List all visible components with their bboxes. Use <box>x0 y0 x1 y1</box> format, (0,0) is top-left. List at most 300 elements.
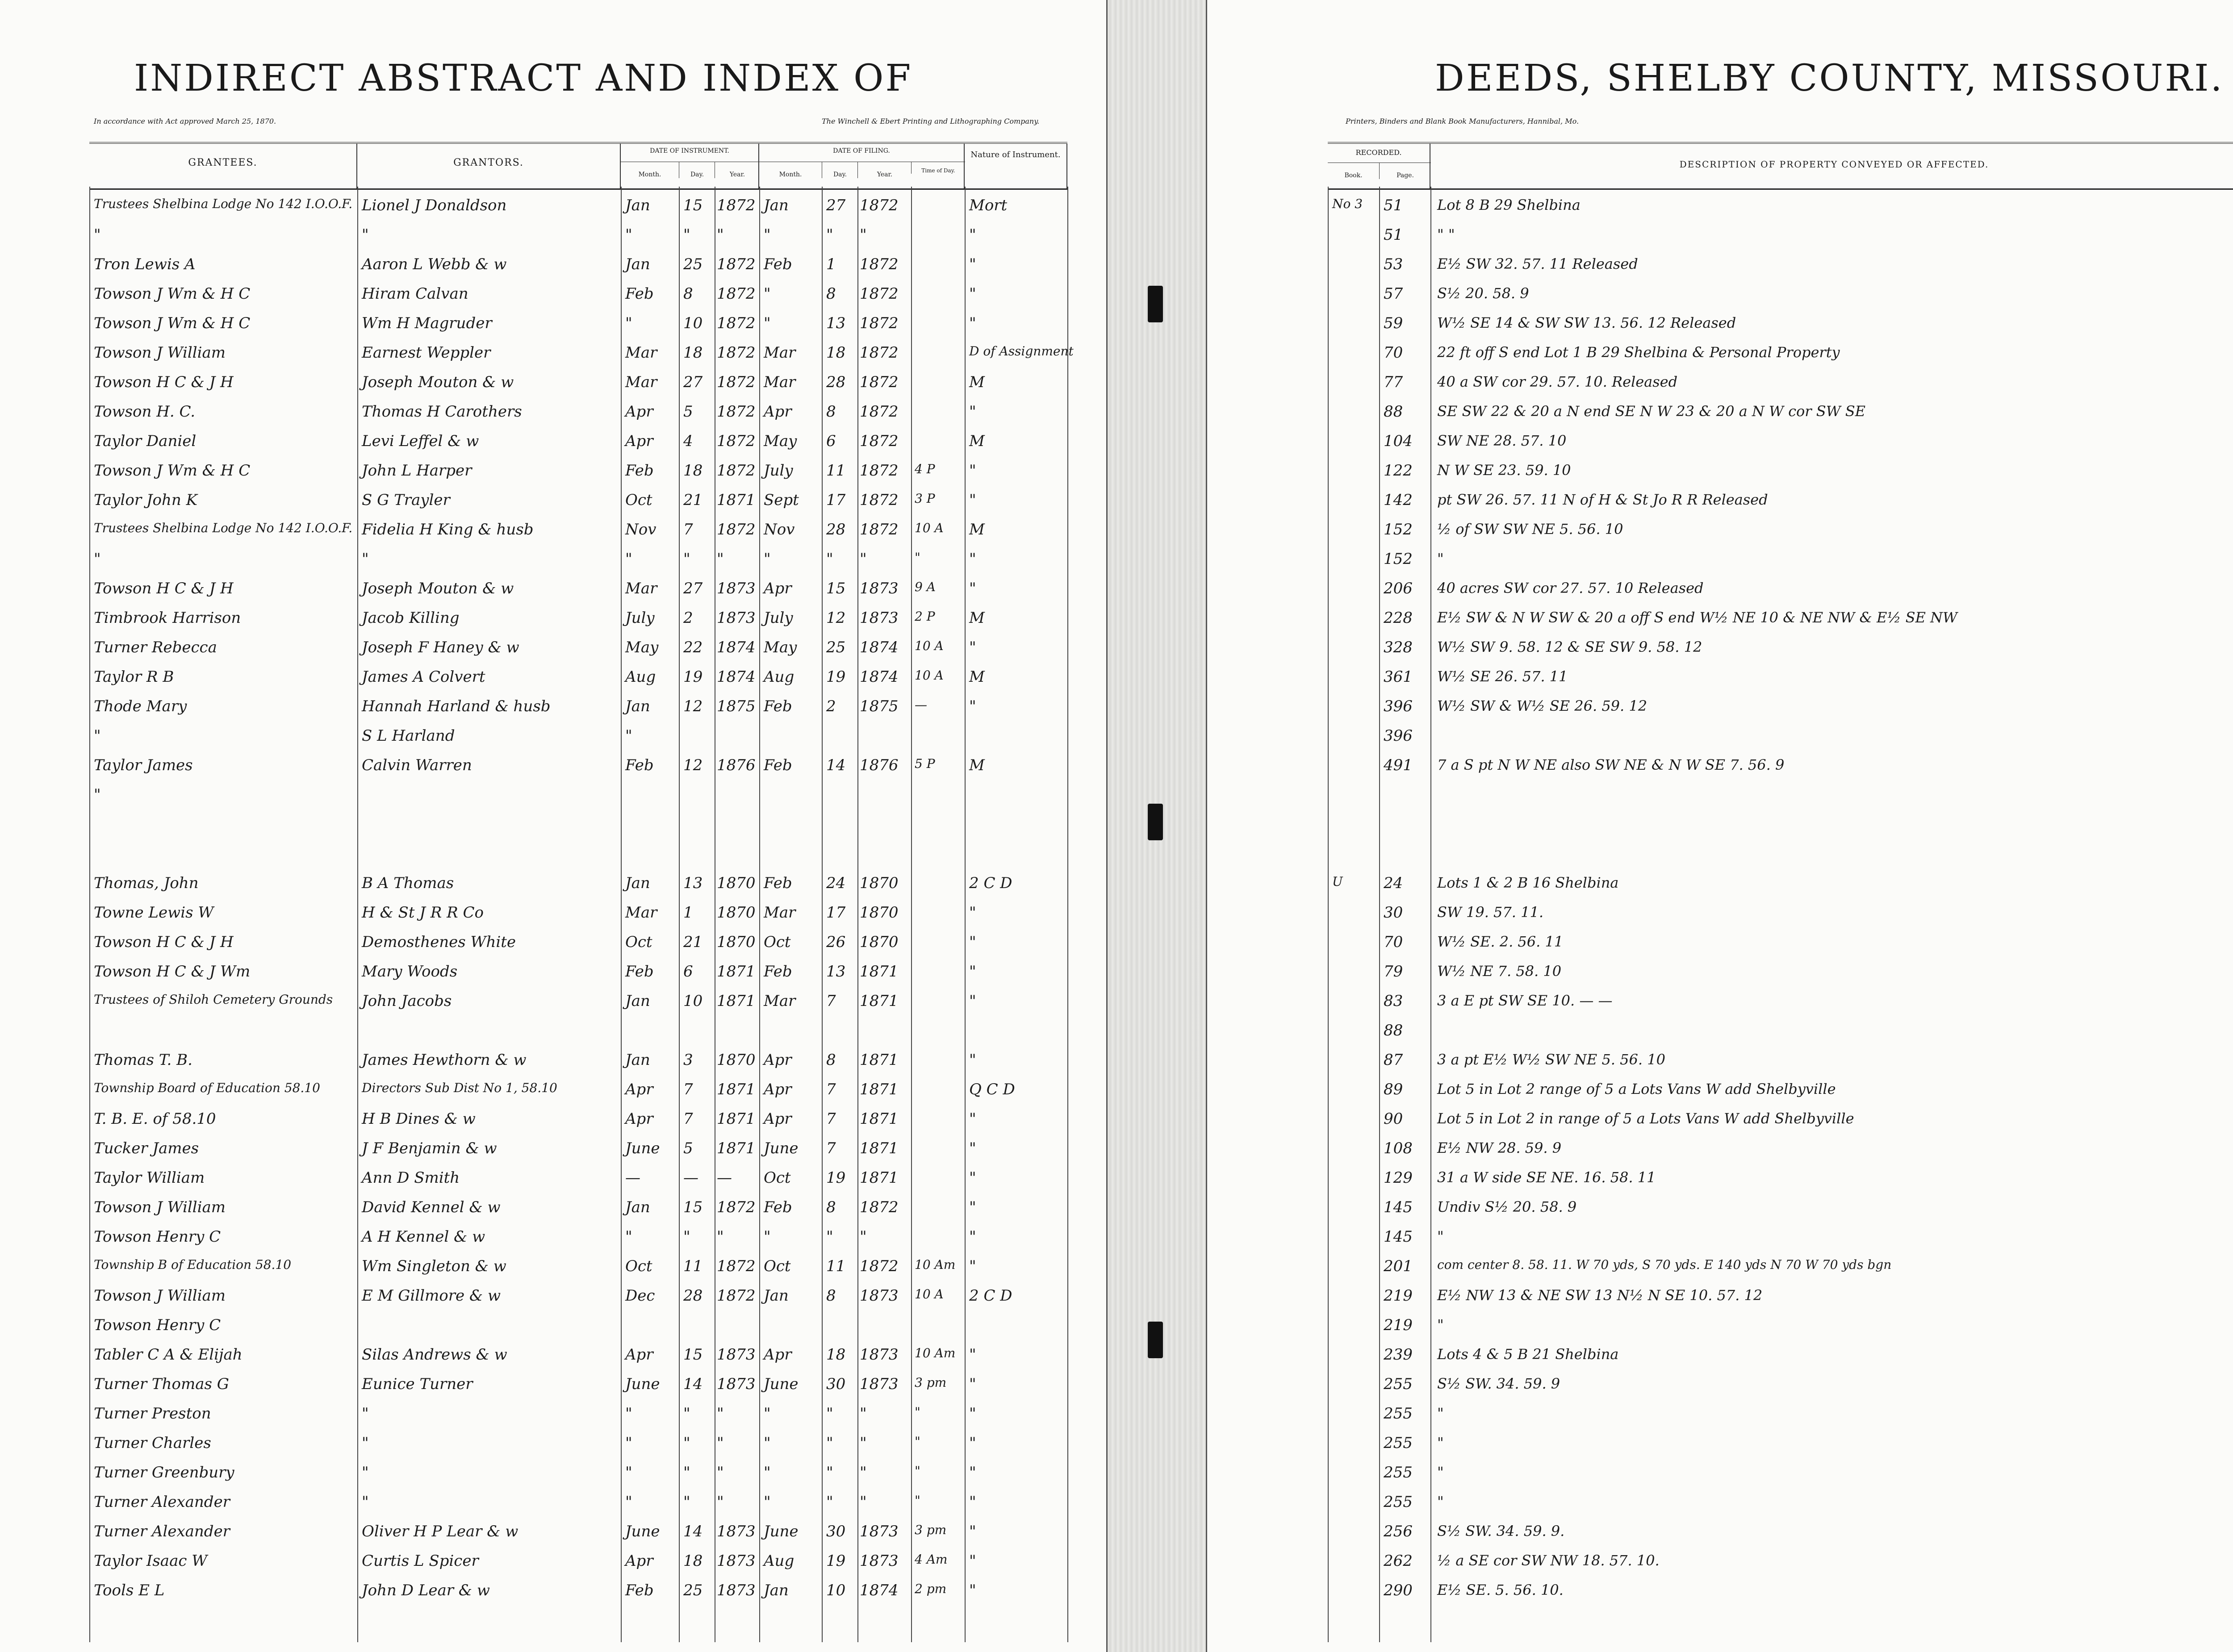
filing-day-cell: 28 <box>826 521 846 538</box>
instrument-month-cell: Apr <box>625 1110 653 1128</box>
page-cell: 70 <box>1384 933 1403 951</box>
right-page-title: DEEDS, SHELBY COUNTY, MISSOURI. <box>1435 57 2224 100</box>
grantee-cell: Towson J Wm & H C <box>94 462 251 480</box>
nature-cell: " <box>969 904 976 922</box>
grantor-cell: A H Kennel & w <box>362 1228 485 1246</box>
filing-year-cell: 1872 <box>860 285 899 303</box>
filing-month-cell: May <box>764 432 797 450</box>
page-cell: 262 <box>1384 1552 1413 1570</box>
nature-cell: " <box>969 285 976 303</box>
page-cell: 152 <box>1384 521 1413 538</box>
grantee-cell: Township Board of Education 58.10 <box>94 1080 320 1095</box>
grantor-cell: James Hewthorn & w <box>362 1051 527 1069</box>
filing-month-cell: Feb <box>764 874 792 892</box>
filing-day-cell: 18 <box>826 344 846 362</box>
description-cell: ½ a SE cor SW NW 18. 57. 10. <box>1437 1552 1660 1569</box>
filing-year-label: Year. <box>857 162 912 178</box>
instrument-year-cell: 1872 <box>717 314 756 332</box>
nature-cell: M <box>969 373 985 391</box>
instrument-day-cell: 21 <box>683 933 703 951</box>
instrument-month-cell: Apr <box>625 432 653 450</box>
description-cell: ½ of SW SW NE 5. 56. 10 <box>1437 521 1623 538</box>
nature-header: Nature of Instrument. <box>965 144 1067 188</box>
nature-cell: " <box>969 1434 976 1452</box>
description-cell: " " <box>1437 226 1455 243</box>
instrument-month-cell: June <box>625 1375 660 1393</box>
instrument-day-cell: 14 <box>683 1523 703 1540</box>
filing-year-cell: 1872 <box>860 344 899 362</box>
filing-month-cell: " <box>764 314 771 332</box>
instrument-day-cell: 25 <box>683 255 703 273</box>
nature-cell: 2 C D <box>969 1287 1012 1305</box>
instrument-year-cell: 1873 <box>717 1523 756 1540</box>
page-cell: 51 <box>1384 226 1403 244</box>
grantee-cell: Trustees Shelbina Lodge No 142 I.O.O.F. <box>94 196 353 211</box>
grantor-cell: " <box>362 1434 369 1452</box>
filing-month-cell: June <box>764 1375 799 1393</box>
instrument-month-cell: Feb <box>625 963 654 980</box>
page-cell: 57 <box>1384 285 1403 303</box>
instrument-day-cell: 3 <box>683 1051 693 1069</box>
nature-cell: 2 C D <box>969 874 1012 892</box>
filing-day-cell: 30 <box>826 1375 846 1393</box>
instrument-day-cell: 10 <box>683 992 703 1010</box>
time-of-day-cell: " <box>915 1405 920 1419</box>
filing-month-cell: Oct <box>764 1257 791 1275</box>
grantee-cell: Tucker James <box>94 1139 199 1157</box>
instrument-day-cell: 7 <box>683 1110 693 1128</box>
nature-cell: " <box>969 1464 976 1481</box>
instrument-year-cell: 1874 <box>717 638 756 656</box>
nature-cell: M <box>969 521 985 538</box>
binding-hole <box>1148 1322 1163 1358</box>
filing-day-cell: 8 <box>826 403 836 421</box>
grantor-cell: Curtis L Spicer <box>362 1552 479 1570</box>
instrument-month-cell: June <box>625 1139 660 1157</box>
page-cell: 255 <box>1384 1493 1413 1511</box>
binding-hole <box>1148 804 1163 840</box>
filing-day-cell: 8 <box>826 285 836 303</box>
instrument-year-cell: 1874 <box>717 668 756 686</box>
time-of-day-cell: 2 P <box>915 609 935 624</box>
grantor-cell: " <box>362 1464 369 1481</box>
description-cell: SE SW 22 & 20 a N end SE N W 23 & 20 a N W cor SW SE <box>1437 403 1866 420</box>
grantor-cell: Hiram Calvan <box>362 285 468 303</box>
page-cell: 228 <box>1384 609 1413 627</box>
grantor-cell: Mary Woods <box>362 963 458 980</box>
rule <box>1328 187 1329 1642</box>
description-cell: " <box>1437 1434 1444 1451</box>
grantee-cell: " <box>94 226 101 244</box>
grantee-cell: Towson J Wm & H C <box>94 285 251 303</box>
time-of-day-cell: 10 A <box>915 1287 944 1302</box>
instrument-month-cell: " <box>625 314 632 332</box>
filing-year-cell: 1870 <box>860 904 899 922</box>
instrument-year-cell: " <box>717 226 724 244</box>
description-cell: 31 a W side SE NE. 16. 58. 11 <box>1437 1169 1656 1186</box>
instrument-day-cell: 7 <box>683 521 693 538</box>
grantee-cell: Towson J Wm & H C <box>94 314 251 332</box>
grantor-cell: H B Dines & w <box>362 1110 476 1128</box>
page-cell: 255 <box>1384 1464 1413 1481</box>
instrument-day-cell: 1 <box>683 904 693 922</box>
instrument-year-cell: 1871 <box>717 992 756 1010</box>
grantee-cell: Towson H. C. <box>94 403 196 421</box>
instrument-year-cell: 1873 <box>717 609 756 627</box>
grantee-cell: Thomas, John <box>94 874 199 892</box>
grantor-cell: B A Thomas <box>362 874 454 892</box>
grantee-cell: Township B of Education 58.10 <box>94 1257 292 1272</box>
instrument-year-cell: 1872 <box>717 1198 756 1216</box>
nature-cell: " <box>969 1346 976 1364</box>
book-gutter <box>1108 0 1206 1652</box>
instrument-year-cell: 1870 <box>717 1051 756 1069</box>
nature-cell: M <box>969 609 985 627</box>
page-cell: 206 <box>1384 580 1413 597</box>
filing-month-cell: June <box>764 1523 799 1540</box>
description-header: DESCRIPTION OF PROPERTY CONVEYED OR AFFECTED. <box>1430 144 2233 188</box>
instrument-day-cell: 12 <box>683 697 703 715</box>
instrument-month-cell: Nov <box>625 521 657 538</box>
filing-year-cell: 1871 <box>860 1139 899 1157</box>
nature-cell: " <box>969 1552 976 1570</box>
filing-day-cell: 18 <box>826 1346 846 1364</box>
grantee-cell: Towson J William <box>94 344 226 362</box>
filing-year-cell: 1873 <box>860 1287 899 1305</box>
description-cell: " <box>1437 1405 1444 1422</box>
grantee-cell: Towson H C & J H <box>94 580 234 597</box>
grantee-cell: Trustees Shelbina Lodge No 142 I.O.O.F. <box>94 521 353 535</box>
filing-day-cell: 30 <box>826 1523 846 1540</box>
filing-day-cell: 14 <box>826 756 846 774</box>
instrument-day-cell: 14 <box>683 1375 703 1393</box>
filing-month-cell: Feb <box>764 756 792 774</box>
filing-day-cell: 11 <box>826 462 846 480</box>
nature-cell: " <box>969 1375 976 1393</box>
nature-cell: Mort <box>969 196 1008 214</box>
page-cell: 104 <box>1384 432 1413 450</box>
grantee-cell: Timbrook Harrison <box>94 609 241 627</box>
filing-month-cell: " <box>764 1228 771 1246</box>
filing-day-cell: " <box>826 1434 833 1452</box>
time-of-day-cell: 3 pm <box>915 1375 947 1390</box>
filing-day-cell: " <box>826 1464 833 1481</box>
filing-year-cell: 1871 <box>860 1110 899 1128</box>
description-cell: 40 a SW cor 29. 57. 10. Released <box>1437 373 1678 390</box>
time-of-day-cell: " <box>915 1493 920 1508</box>
instrument-month-cell: June <box>625 1523 660 1540</box>
time-of-day-cell: 3 pm <box>915 1523 947 1537</box>
time-of-day-cell: 5 P <box>915 756 935 771</box>
rule <box>89 187 90 1642</box>
instrument-day-cell: " <box>683 1405 690 1423</box>
instrument-year-cell: 1870 <box>717 904 756 922</box>
filing-month-cell: Feb <box>764 1198 792 1216</box>
description-cell: pt SW 26. 57. 11 N of H & St Jo R R Released <box>1437 491 1768 508</box>
time-of-day-cell: " <box>915 1464 920 1478</box>
grantee-cell: " <box>94 727 101 745</box>
instrument-day-cell: 11 <box>683 1257 703 1275</box>
grantor-cell: Wm Singleton & w <box>362 1257 506 1275</box>
grantee-cell: Towson Henry C <box>94 1316 221 1334</box>
filing-year-cell: " <box>860 1228 867 1246</box>
filing-month-cell: June <box>764 1139 799 1157</box>
filing-month-cell: " <box>764 1434 771 1452</box>
filing-month-cell: Feb <box>764 697 792 715</box>
filing-month-cell: Jan <box>764 1287 789 1305</box>
filing-month-cell: Mar <box>764 904 796 922</box>
instrument-month-cell: Aug <box>625 668 656 686</box>
left-header-row <box>89 142 1067 190</box>
nature-cell: " <box>969 550 976 568</box>
book-cell: U <box>1332 874 1343 889</box>
instrument-year-cell: 1872 <box>717 403 756 421</box>
nature-cell: M <box>969 756 985 774</box>
page-cell: 89 <box>1384 1080 1403 1098</box>
filing-year-cell: 1873 <box>860 1523 899 1540</box>
grantee-cell: Thode Mary <box>94 697 187 715</box>
filing-year-cell: 1873 <box>860 1552 899 1570</box>
filing-year-cell: " <box>860 226 867 244</box>
filing-year-cell: 1873 <box>860 1375 899 1393</box>
time-of-day-cell: 2 pm <box>915 1581 947 1596</box>
grantor-cell: Demosthenes White <box>362 933 516 951</box>
description-cell: 3 a E pt SW SE 10. — — <box>1437 992 1613 1009</box>
grantor-cell: E M Gillmore & w <box>362 1287 501 1305</box>
instrument-month-cell: Jan <box>625 874 650 892</box>
description-cell: " <box>1437 1493 1444 1510</box>
description-cell: W½ NE 7. 58. 10 <box>1437 963 1562 980</box>
description-cell: 40 acres SW cor 27. 57. 10 Released <box>1437 580 1704 597</box>
grantor-cell: J F Benjamin & w <box>362 1139 497 1157</box>
instrument-year-cell: 1871 <box>717 1139 756 1157</box>
grantor-cell: " <box>362 226 369 244</box>
instrument-month-cell: Apr <box>625 403 653 421</box>
instrument-day-cell: 18 <box>683 462 703 480</box>
grantee-cell: Towson J William <box>94 1198 226 1216</box>
nature-cell: D of Assignment <box>969 344 1074 359</box>
instrument-month-cell: Oct <box>625 933 652 951</box>
filing-month-cell: Feb <box>764 255 792 273</box>
filing-month-cell: Apr <box>764 1051 792 1069</box>
grantor-cell: Levi Leffel & w <box>362 432 479 450</box>
nature-cell: " <box>969 1257 976 1275</box>
grantee-cell: " <box>94 786 101 804</box>
filing-day-cell: 27 <box>826 196 846 214</box>
grantor-cell: Directors Sub Dist No 1, 58.10 <box>362 1080 557 1095</box>
instrument-month-cell: Feb <box>625 1581 654 1599</box>
filing-year-cell: 1876 <box>860 756 899 774</box>
nature-cell: " <box>969 462 976 480</box>
filing-month-cell: " <box>764 550 771 568</box>
description-cell: W½ SE 26. 57. 11 <box>1437 668 1568 685</box>
description-cell: E½ SW 32. 57. 11 Released <box>1437 255 1638 272</box>
instrument-year-cell: 1876 <box>717 756 756 774</box>
page-cell: 201 <box>1384 1257 1413 1275</box>
page-cell: 51 <box>1384 196 1403 214</box>
instrument-year-cell: 1873 <box>717 580 756 597</box>
filing-month-cell: July <box>764 609 793 627</box>
grantor-cell: Eunice Turner <box>362 1375 473 1393</box>
filing-month-cell: Jan <box>764 196 789 214</box>
nature-cell: " <box>969 255 976 273</box>
instrument-year-cell: 1872 <box>717 1287 756 1305</box>
instrument-month-cell: Dec <box>625 1287 655 1305</box>
filing-day-cell: 7 <box>826 1110 836 1128</box>
grantor-cell: Lionel J Donaldson <box>362 196 507 214</box>
filing-year-cell: " <box>860 1464 867 1481</box>
nature-cell: " <box>969 226 976 244</box>
filing-day-cell: 12 <box>826 609 846 627</box>
page-cell: 255 <box>1384 1434 1413 1452</box>
filing-month-cell: July <box>764 462 793 480</box>
filing-month-cell: Sept <box>764 491 799 509</box>
time-of-day-cell: 10 A <box>915 668 944 683</box>
instrument-month-cell: July <box>625 609 655 627</box>
page-cell: 108 <box>1384 1139 1413 1157</box>
description-cell: S½ SW. 34. 59. 9. <box>1437 1523 1565 1539</box>
filing-day-cell: " <box>826 550 833 568</box>
description-cell: 7 a S pt N W NE also SW NE & N W SE 7. 56. 9 <box>1437 756 1785 773</box>
instrument-day-cell: 8 <box>683 285 693 303</box>
rule <box>357 187 358 1642</box>
filing-day-cell: 1 <box>826 255 836 273</box>
filing-month-cell: Oct <box>764 1169 791 1187</box>
printer-note: The Winchell & Ebert Printing and Lithographing Company. <box>822 117 1040 125</box>
grantor-cell: John Jacobs <box>362 992 452 1010</box>
instrument-year-cell: — <box>717 1169 732 1187</box>
description-cell: " <box>1437 550 1444 567</box>
instrument-day-cell: 22 <box>683 638 703 656</box>
grantor-cell: Jacob Killing <box>362 609 460 627</box>
time-of-day-cell: 10 Am <box>915 1346 956 1360</box>
instrument-day-cell: 27 <box>683 580 703 597</box>
filing-day-cell: 25 <box>826 638 846 656</box>
rule <box>1430 187 1431 1642</box>
grantor-cell: Silas Andrews & w <box>362 1346 507 1364</box>
grantor-cell: Fidelia H King & husb <box>362 521 534 538</box>
filing-month-cell: " <box>764 285 771 303</box>
filing-year-cell: 1872 <box>860 314 899 332</box>
description-cell: Lots 1 & 2 B 16 Shelbina <box>1437 874 1619 891</box>
instrument-year-cell: 1871 <box>717 1110 756 1128</box>
filing-day-cell: 17 <box>826 491 846 509</box>
description-cell: Lot 5 in Lot 2 range of 5 a Lots Vans W add Shelbyville <box>1437 1080 1836 1097</box>
date-instrument-header <box>621 144 759 188</box>
page-cell: 219 <box>1384 1316 1413 1334</box>
instrument-month-cell: Apr <box>625 1346 653 1364</box>
grantee-cell: Turner Greenbury <box>94 1464 234 1481</box>
grantee-cell: Towson Henry C <box>94 1228 221 1246</box>
grantor-cell: S L Harland <box>362 727 455 745</box>
filing-day-cell: 7 <box>826 992 836 1010</box>
recorded-header <box>1328 144 1430 188</box>
filing-year-cell: 1871 <box>860 963 899 980</box>
instrument-day-cell: — <box>683 1169 698 1187</box>
page-cell: 256 <box>1384 1523 1413 1540</box>
instrument-day-cell: " <box>683 1434 690 1452</box>
grantee-cell: T. B. E. of 58.10 <box>94 1110 216 1128</box>
instrument-month-cell: " <box>625 1228 632 1246</box>
binder-note: Printers, Binders and Blank Book Manufacturers, Hannibal, Mo. <box>1346 117 1579 125</box>
instrument-month-cell: Jan <box>625 697 650 715</box>
grantor-cell: John L Harper <box>362 462 472 480</box>
page-cell: 59 <box>1384 314 1403 332</box>
instrument-day-cell: 5 <box>683 1139 693 1157</box>
grantee-cell: Turner Alexander <box>94 1523 230 1540</box>
filing-year-cell: " <box>860 1493 867 1511</box>
rule <box>911 187 912 1642</box>
description-cell: Lot 8 B 29 Shelbina <box>1437 196 1581 213</box>
instrument-month-cell: Oct <box>625 491 652 509</box>
binding-hole <box>1148 286 1163 322</box>
page-cell: 145 <box>1384 1198 1413 1216</box>
description-cell: E½ NW 13 & NE SW 13 N½ N SE 10. 57. 12 <box>1437 1287 1763 1304</box>
filing-year-cell: 1873 <box>860 609 899 627</box>
instrument-year-cell: 1872 <box>717 373 756 391</box>
instrument-year-cell: 1872 <box>717 285 756 303</box>
filing-year-cell: 1871 <box>860 992 899 1010</box>
grantors-header: GRANTORS. <box>357 144 621 188</box>
instrument-month-cell: " <box>625 1405 632 1423</box>
time-of-day-cell: 4 P <box>915 462 935 476</box>
instrument-year-cell: " <box>717 1405 724 1423</box>
instrument-month-cell: Jan <box>625 255 650 273</box>
book-label: Book. <box>1328 163 1379 179</box>
grantor-cell: Oliver H P Lear & w <box>362 1523 519 1540</box>
description-cell: E½ SW & N W SW & 20 a off S end W½ NE 10 & NE NW & E½ SE NW <box>1437 609 1957 626</box>
instrument-month-cell: Feb <box>625 756 654 774</box>
page-cell: 77 <box>1384 373 1403 391</box>
description-cell: E½ SE. 5. 56. 10. <box>1437 1581 1564 1598</box>
instrument-day-cell: 18 <box>683 344 703 362</box>
filing-day-cell: 8 <box>826 1051 836 1069</box>
rule <box>1067 187 1068 1642</box>
nature-cell: " <box>969 1581 976 1599</box>
nature-cell: " <box>969 403 976 421</box>
instrument-day-cell: 5 <box>683 403 693 421</box>
day-label: Day. <box>679 162 715 178</box>
filing-month-cell: Apr <box>764 1110 792 1128</box>
description-cell: Lots 4 & 5 B 21 Shelbina <box>1437 1346 1619 1363</box>
instrument-day-cell: 13 <box>683 874 703 892</box>
grantor-cell: " <box>362 550 369 568</box>
grantee-cell: Towne Lewis W <box>94 904 214 922</box>
nature-cell: " <box>969 1405 976 1423</box>
nature-cell: " <box>969 963 976 980</box>
nature-cell: " <box>969 1051 976 1069</box>
grantee-cell: Turner Thomas G <box>94 1375 229 1393</box>
filing-month-cell: Mar <box>764 344 796 362</box>
filing-day-cell: 10 <box>826 1581 846 1599</box>
time-of-day-cell: — <box>915 697 927 712</box>
time-of-day-cell: " <box>915 550 920 565</box>
instrument-day-cell: 21 <box>683 491 703 509</box>
filing-month-cell: Jan <box>764 1581 789 1599</box>
instrument-day-cell: " <box>683 1464 690 1481</box>
page-cell: 491 <box>1384 756 1413 774</box>
page-cell: 87 <box>1384 1051 1403 1069</box>
nature-cell: " <box>969 638 976 656</box>
nature-cell: " <box>969 1169 976 1187</box>
nature-cell: " <box>969 1523 976 1540</box>
grantee-cell: Taylor John K <box>94 491 198 509</box>
grantee-cell: Taylor R B <box>94 668 174 686</box>
instrument-year-cell: 1873 <box>717 1375 756 1393</box>
filing-day-cell: 2 <box>826 697 836 715</box>
instrument-month-cell: Jan <box>625 196 650 214</box>
grantor-cell: H & St J R R Co <box>362 904 484 922</box>
